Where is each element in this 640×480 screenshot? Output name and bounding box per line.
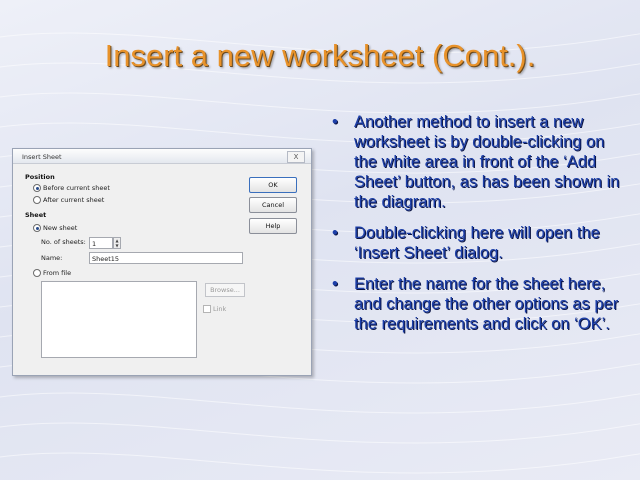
bullet-item	[330, 223, 620, 263]
before-current-sheet-radio[interactable]	[33, 184, 41, 192]
before-current-sheet-label: Before current sheet	[43, 184, 110, 192]
bullet-text: Double-clicking here will open the ‘Insert Sheet’ dialog.	[354, 224, 600, 262]
bullet-item	[330, 112, 620, 212]
after-current-sheet-radio[interactable]	[33, 196, 41, 204]
no-of-sheets-input[interactable]: 1	[89, 237, 113, 249]
sheet-group-heading: Sheet	[25, 211, 47, 219]
slide-title: Insert a new worksheet (Cont.).	[104, 38, 536, 73]
ok-button[interactable]: OK	[249, 177, 297, 193]
new-sheet-radio[interactable]	[33, 224, 41, 232]
bullet-marker: •	[332, 275, 338, 293]
insert-sheet-dialog	[12, 148, 312, 376]
from-file-label: From file	[43, 269, 72, 277]
no-of-sheets-spinner[interactable]: ▲ ▼	[113, 237, 121, 249]
sheet-name-input[interactable]: Sheet15	[89, 252, 243, 264]
dialog-title: Insert Sheet	[22, 153, 62, 161]
browse-button[interactable]: Browse...	[205, 283, 245, 297]
bullet-text: Enter the name for the sheet here, and change the other options as per the requirements and click on ‘OK’.	[354, 275, 619, 333]
cancel-button[interactable]: Cancel	[249, 197, 297, 213]
bullet-marker: •	[332, 113, 338, 131]
no-of-sheets-label: No. of sheets:	[41, 238, 86, 246]
link-label: Link	[213, 305, 227, 313]
name-label: Name:	[41, 254, 63, 262]
new-sheet-label: New sheet	[43, 224, 78, 232]
dialog-titlebar	[13, 149, 311, 164]
from-file-radio[interactable]	[33, 269, 41, 277]
after-current-sheet-label: After current sheet	[43, 196, 105, 204]
bullet-marker: •	[332, 224, 338, 242]
help-button[interactable]: Help	[249, 218, 297, 234]
bullet-item	[330, 274, 620, 334]
link-checkbox[interactable]	[203, 305, 211, 313]
bullet-text: Another method to insert a new worksheet is by double-clicking on the white area in front of the ‘Add Sheet’ button, as has been shown in the diagram.	[354, 113, 620, 211]
file-sheet-listbox[interactable]	[41, 281, 197, 358]
position-group-heading: Position	[25, 173, 55, 181]
close-icon[interactable]: X	[287, 151, 305, 163]
bullet-list	[330, 112, 620, 345]
